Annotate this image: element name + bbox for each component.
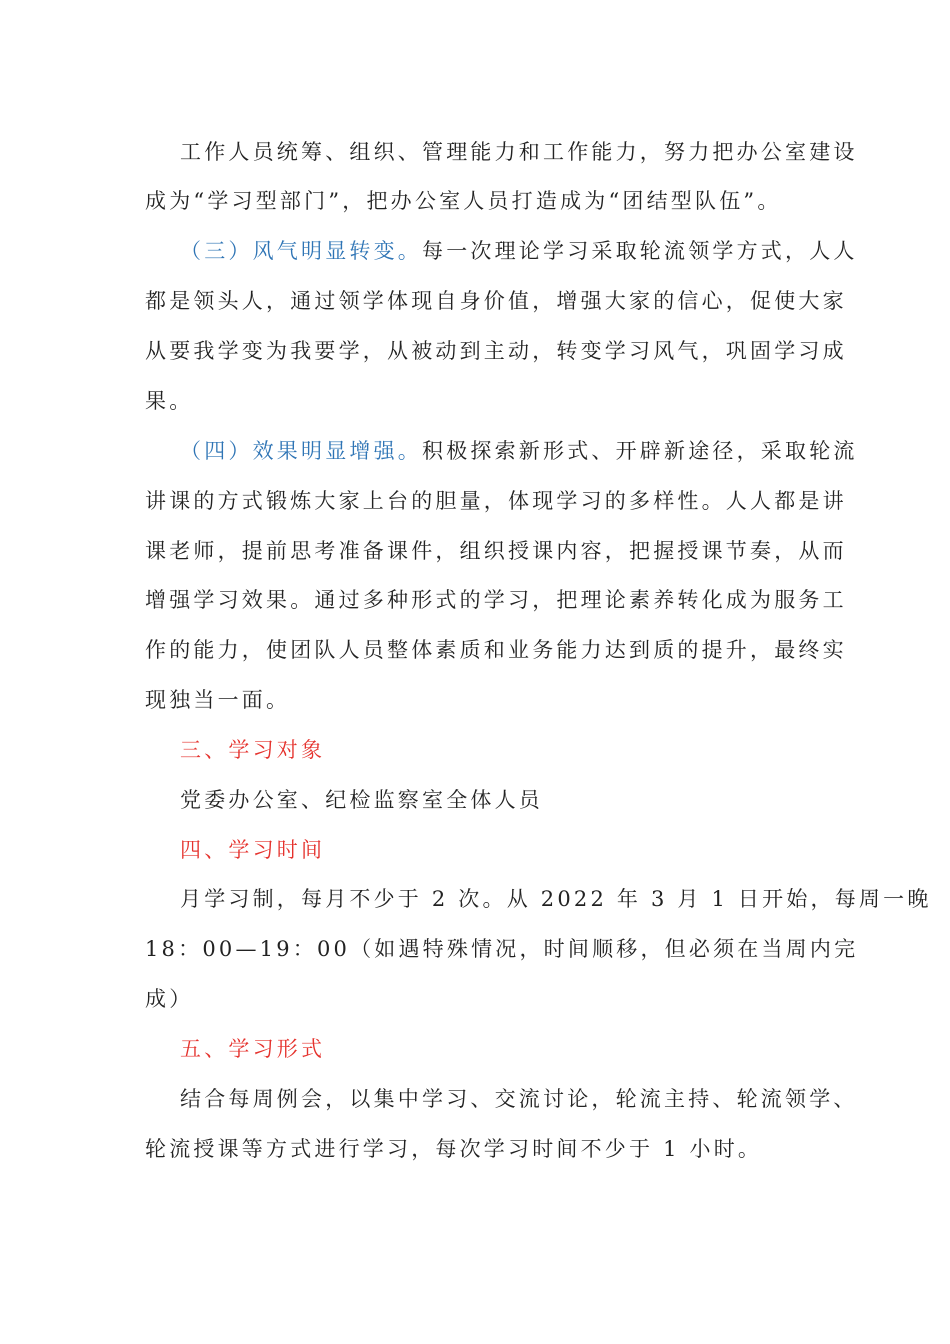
item-4-text: 积极探索新形式、开辟新途径，采取轮流 bbox=[422, 439, 858, 463]
paragraph-line: 成为“学习型部门”，把办公室人员打造成为“团结型队伍”。 bbox=[145, 189, 782, 213]
paragraph-line: 讲课的方式锻炼大家上台的胆量，体现学习的多样性。人人都是讲 bbox=[145, 489, 847, 513]
paragraph-line: 果。 bbox=[145, 389, 194, 413]
paragraph-line: 18：00—19：00（如遇特殊情况，时间顺移，但必须在当周内完 bbox=[145, 937, 859, 961]
paragraph-line: 成） bbox=[145, 987, 194, 1011]
item-3-heading: （三）风气明显转变。 bbox=[180, 239, 422, 263]
item-3-first-line bbox=[180, 236, 858, 266]
paragraph-line: 都是领头人，通过领学体现自身价值，增强大家的信心，促使大家 bbox=[145, 289, 847, 313]
section-4-heading: 四、学习时间 bbox=[180, 838, 326, 862]
paragraph-line: 课老师，提前思考准备课件，组织授课内容，把握授课节奏，从而 bbox=[145, 539, 847, 563]
item-3-text: 每一次理论学习采取轮流领学方式，人人 bbox=[422, 239, 858, 263]
paragraph-line: 月学习制，每月不少于 2 次。从 2022 年 3 月 1 日开始，每周一晚 bbox=[180, 887, 932, 911]
section-3-body: 党委办公室、纪检监察室全体人员 bbox=[180, 788, 543, 812]
section-5-heading: 五、学习形式 bbox=[180, 1037, 326, 1061]
paragraph-line: 工作人员统筹、组织、管理能力和工作能力，努力把办公室建设 bbox=[180, 140, 858, 164]
paragraph-line: 作的能力，使团队人员整体素质和业务能力达到质的提升，最终实 bbox=[145, 638, 847, 662]
paragraph-line: 结合每周例会，以集中学习、交流讨论，轮流主持、轮流领学、 bbox=[180, 1087, 858, 1111]
section-3-heading: 三、学习对象 bbox=[180, 738, 326, 762]
item-4-heading: （四）效果明显增强。 bbox=[180, 439, 422, 463]
item-4-first-line bbox=[180, 436, 858, 466]
paragraph-line: 增强学习效果。通过多种形式的学习，把理论素养转化成为服务工 bbox=[145, 588, 847, 612]
paragraph-line: 从要我学变为我要学，从被动到主动，转变学习风气，巩固学习成 bbox=[145, 339, 847, 363]
paragraph-line: 现独当一面。 bbox=[145, 688, 291, 712]
paragraph-line: 轮流授课等方式进行学习，每次学习时间不少于 1 小时。 bbox=[145, 1137, 763, 1161]
